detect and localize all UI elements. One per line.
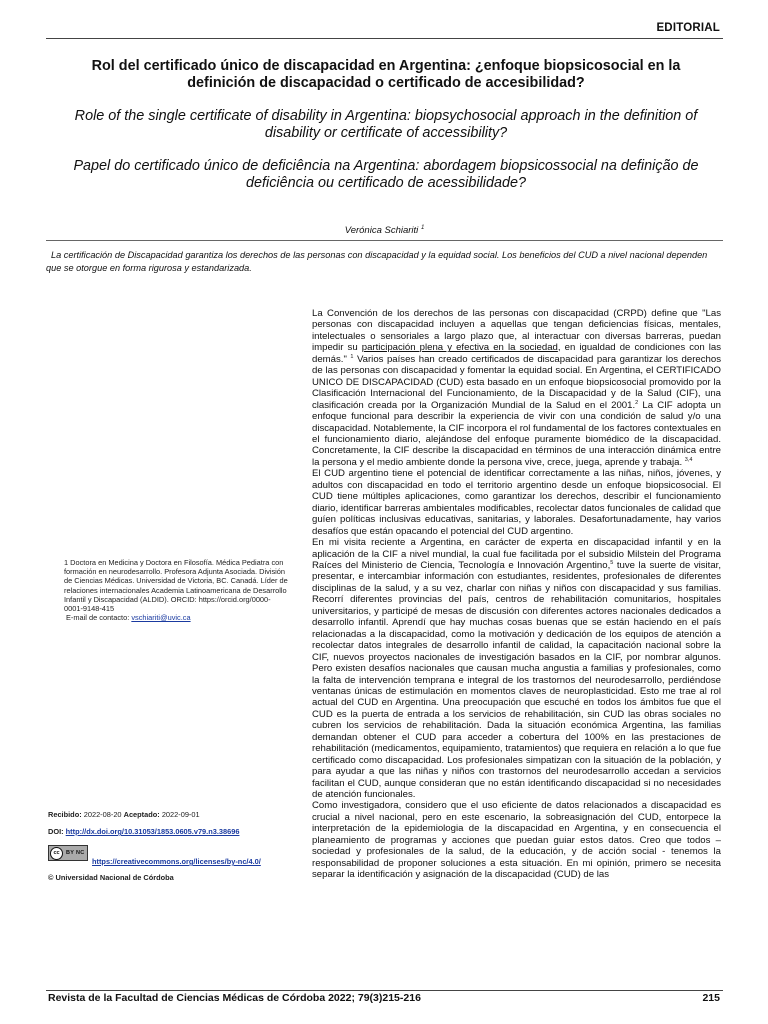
accepted-label: Aceptado: bbox=[123, 810, 160, 819]
title-portuguese: Papel do certificado único de deficiência na Argentina: abordagem biopsicossocial na definição de deficiência ou certificado de acessibilidade? bbox=[73, 158, 699, 191]
author-line bbox=[46, 225, 723, 236]
author-footnote bbox=[64, 558, 288, 622]
reference-mark: 1 bbox=[350, 353, 354, 360]
paragraph-2: El CUD argentino tiene el potencial de identificar correctamente a las niñas, niños, jóvenes, y adultos con discapacidad en todo el territorio argentino desde un enfoque biopsicosocial. El CUD tiene múltiples aplicaciones, como garantizar los derechos, describir el funcionamiento diario, identificar barreras ambientales modificables, recolectar datos funcionales de calidad que guíen políticas inclusivas educativas, sanitarias, y laborales. Desafortunadamente, hay varios desafíos que están opacando el potencial del CUD argentino. bbox=[312, 468, 721, 537]
abstract: La certificación de Discapacidad garantiza los derechos de las personas con discapacidad y la equidad social. Los beneficios del CUD a nivel nacional dependen que se otorgue en forma rigurosa y estandarizada. bbox=[46, 250, 708, 273]
footnote-text: 1 Doctora en Medicina y Doctora en Filosofía. Médica Pediatra con formación en neurodesarrollo. Profesora Adjunta Asociada. División de Ciencias Médicas. Universidad de Victoria, BC. Canadá. Líder de relaciones internacionales Academia Latinoamericana de Desarrollo Infantil y Discapacidad (ALDID). ORCID: https://orcid.org/0000-0001-9148-415 bbox=[64, 558, 288, 614]
footnote-email-line bbox=[64, 613, 288, 622]
received-label: Recibido: bbox=[48, 810, 82, 819]
reference-mark: 3,4 bbox=[684, 456, 693, 463]
author-divider bbox=[46, 240, 723, 241]
doi-line bbox=[48, 827, 239, 836]
title-english: Role of the single certificate of disability in Argentina: biopsychosocial approach in the definition of disability or certificate of accessibility? bbox=[74, 108, 698, 141]
article-body bbox=[312, 308, 721, 881]
dates-line bbox=[48, 810, 200, 819]
top-divider bbox=[46, 38, 723, 39]
license-link[interactable]: https://creativecommons.org/licenses/by-nc/4.0/ bbox=[92, 857, 261, 866]
author-name: Verónica Schiariti bbox=[344, 225, 419, 237]
section-label: EDITORIAL bbox=[656, 22, 720, 34]
accepted-date: 2022-09-01 bbox=[161, 810, 200, 819]
received-date: 2022-08-20 bbox=[83, 810, 122, 819]
creative-commons-badge-icon[interactable] bbox=[48, 845, 88, 861]
title-spanish: Rol del certificado único de discapacidad en Argentina: ¿enfoque biopsicosocial en la definición de discapacidad o certificado de accesibilidad? bbox=[91, 58, 681, 91]
cc-circle-icon: cc bbox=[50, 847, 63, 860]
doi-label: DOI: bbox=[48, 827, 64, 836]
journal-citation: Revista de la Facultad de Ciencias Médicas de Córdoba 2022; 79(3)215-216 bbox=[48, 992, 421, 1004]
footer-divider bbox=[46, 990, 723, 991]
reference-mark: 5 bbox=[610, 559, 614, 566]
paragraph-4: Como investigadora, considero que el uso eficiente de datos relacionados a discapacidad es crucial a nivel nacional, pero en este escenario, la sobreasignación del CUD, entorpece la interpretación de la epidemiologia de la discapacidad en Argentina, y en consecuencia el planeamiento de programas y acciones que puedan guiar estos datos. Creo que todos – sociedad y profesionales de la salud, de la educación, y de acción social - tenemos la responsabilidad de proponer soluciones a esta situación. En mi opinión, primero se necesita separar la identificación y asignación de la discapacidad (CUD) de las bbox=[312, 800, 721, 881]
license-badge-text: BY NC bbox=[66, 850, 85, 856]
doi-link[interactable]: http://dx.doi.org/10.31053/1853.0605.v79.n3.38696 bbox=[65, 827, 240, 836]
copyright: © Universidad Nacional de Córdoba bbox=[48, 873, 174, 882]
email-label: E-mail de contacto: bbox=[66, 613, 132, 623]
email-link[interactable]: vschiariti@uvic.ca bbox=[131, 613, 191, 623]
author-affiliation-mark: 1 bbox=[420, 225, 425, 231]
underlined-phrase: participación plena y efectiva en la sociedad bbox=[361, 342, 558, 354]
reference-mark: 2 bbox=[635, 399, 639, 406]
paragraph-1: La Convención de los derechos de las personas con discapacidad (CRPD) define que "Las personas con discapacidad incluyen a aquellas que tengan deficiencias físicas, mentales, intelectuales o sensoriales a largo plazo que, al interactuar con diversas barreras, puedan impedir su participación plena y efectiva en la sociedad, en igualdad de condiciones con las demás." $^1$ Varios países han creado certificados de discapacidad para garantizar los derechos de las personas con discapacidad y fomentar la equidad social. En Argentina, el CERTIFICADO UNICO DE DISCAPACIDAD (CUD) esta basado en un enfoque biopsicosocial promovido por la Clasificación Internacional del Funcionamiento, de la Discapacidad y de la Salud (CIF), una clasificación creada por la Organización Mundial de la Salud en el 2001.$^2$ La CIF adopta un enfoque funcional para describir la experiencia de vivir con una condición de salud y/o una discapacidad. Notablemente, la CIF incorpora el rol fundamental de los factores contextuales en el funcionamiento diario, alejándose del enfoque puramente biomédico de la discapacidad. Concretamente, la CIF describe la discapacidad en términos de una interacción dinámica entre la persona y el medio ambiente donde la persona vive, crece, juega, aprende y trabaja. $^{3,4}$ bbox=[312, 308, 721, 468]
paragraph-3: En mi visita reciente a Argentina, en carácter de experta en discapacidad infantil y en la aplicación de la CIF a nivel mundial, la cual fue facilitada por el subsidio Milstein del Programa Raíces del Ministerio de Ciencia, Tecnología e Innovación Argentino,$^5$ tuve la suerte de visitar, presentar, e intercambiar información con estudiantes, residentes, profesionales de diferentes disciplinas de la salud, y a su vez, charlar con niñas y niños con discapacidad y sus familias. Recorrí diferentes provincias del país, centros de rehabilitación comunitarios, hospitales universitarios, y participé de mesas de discusión con diferentes actores nacionales dedicados a desarrollo infantil. Aprendí que hay muchas cosas buenas que se están haciendo en el país relacionadas a la discapacidad, como la motivación y dedicación de los equipos de atención a recolectar datos integrales de desarrollo infantil de calidad, la capacitación nacional sobre la CIF, nuevos proyectos nacionales de investigación basados en la CIF, por nombrar algunos. Pero existen desafíos nacionales que causan mucha angustia a familias y profesionales, como la falta de intervención temprana e integral de los trastornos del neurodesarrollo, perdiéndose ventanas únicas de estimulación en momentos claves de neuroplasticidad. Esto me trae al rol actual del CUD en Argentina. Una preocupación que escuché en todos los ámbitos fue que el CUD es la puerta de entrada a los servicios de rehabilitación, sin CUD las obras sociales no cubren los servicios de rehabilitación. Dada la situación económica Argentina, las familias demandan obtener el CUD para acceder a cobertura del 100% en las prestaciones de rehabilitación (medicamentos, equipamiento, tratamientos) que requiera en relación a lo que fue certificado como discapacidad. Los profesionales simpatizan con la situación de la población, y para ayudar a que las niñas y niños con trastornos del neurodesarrollo accedan a servicios facilitan el CUD, aunque consideran que no están identificando discapacidad si no necesidades de atención funcionales. bbox=[312, 537, 722, 801]
page-number: 215 bbox=[702, 992, 720, 1004]
